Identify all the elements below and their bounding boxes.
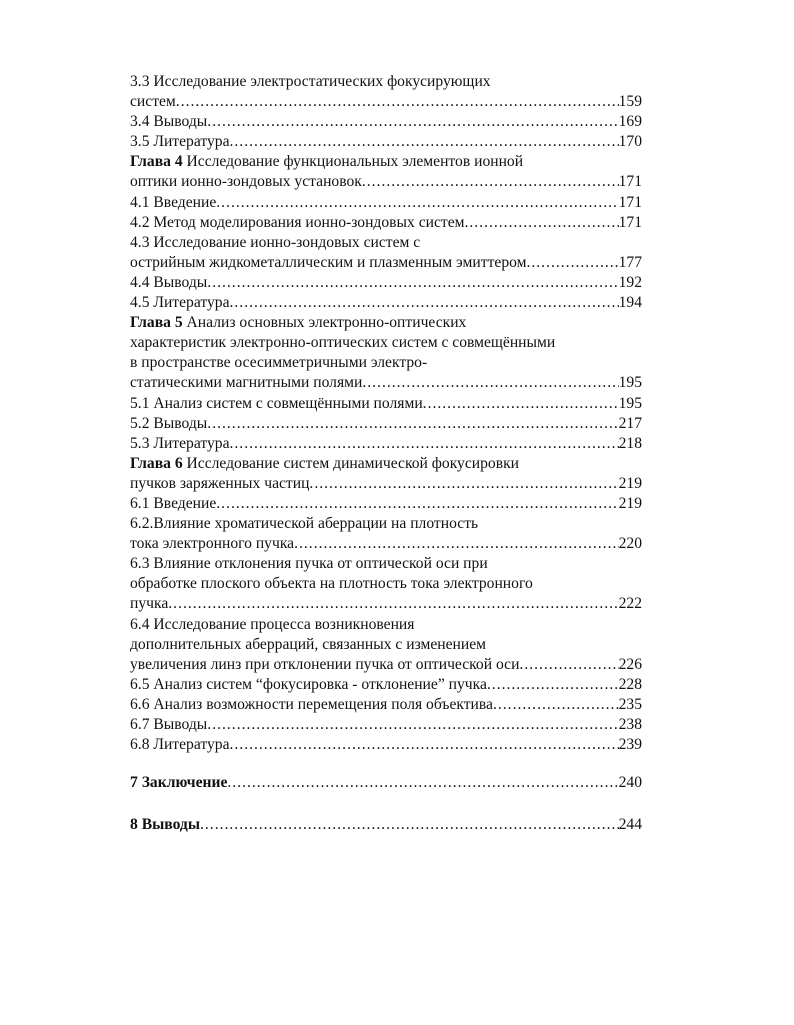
toc-chapter-8 [130,815,642,835]
page-number: 218 [618,434,642,452]
toc-entry-title: систем [130,93,176,111]
page-number: 217 [618,414,642,432]
toc-chapter-4-line1 [130,152,642,172]
toc-entry-title: дополнительных аберраций, связанных с изменением [130,635,487,653]
toc-chapter-6-line1 [130,454,642,474]
toc-entry-4-1 [130,193,642,213]
toc-chapter-6 [130,474,642,494]
toc-entry-title: пучков заряженных частиц [130,474,310,492]
page-number: 192 [618,273,642,291]
toc-entry-6-8 [130,735,642,755]
toc-chapter-5-line2 [130,333,642,353]
dot-leader [423,394,619,414]
page-number: 240 [618,774,642,792]
toc-entry-3-5 [130,132,642,152]
page-number: 194 [618,294,642,312]
toc-entry-6-4 [130,655,642,675]
toc-entry-4-3-line1 [130,233,642,253]
toc-entry-5-2 [130,414,642,434]
toc-entry-title: 6.2.Влияние хроматической аберрации на плотность [130,515,479,533]
dot-leader [362,172,619,192]
dot-leader [216,193,618,213]
toc-entry-title: 5.2 Выводы [130,414,208,432]
page-number: 220 [618,535,642,553]
toc-entry-title: характеристик электронно-оптических систем с совмещёнными [130,334,556,352]
toc-entry-title: 5.3 Литература [130,434,230,452]
toc-entry-3-4 [130,112,642,132]
toc-entry-title: 6.4 Исследование процесса возникновения [130,615,415,633]
toc-entry-6-3 [130,594,642,614]
toc-entry-6-2-line1 [130,514,642,534]
toc-entry-title: 8 Выводы [130,816,200,834]
dot-leader [227,773,618,793]
dot-leader [207,715,618,735]
page-number: 171 [618,173,642,191]
page-number: 228 [618,675,642,693]
toc-entry-title: Исследование систем динамической фокусировки [182,454,519,472]
page-number: 195 [618,394,642,412]
dot-leader [309,474,618,494]
toc-entry-title: 4.1 Введение [130,193,217,211]
dot-leader [207,273,618,293]
toc-entry-title: 6.8 Литература [130,736,230,754]
page-number: 219 [618,474,642,492]
toc-entry-title: 6.6 Анализ возможности перемещения поля объектива [130,695,493,713]
toc-chapter-4 [130,172,642,192]
page-number: 219 [618,494,642,512]
toc-entry-title: 4.2 Метод моделирования ионно-зондовых систем [130,213,465,231]
page-number: 169 [618,113,642,131]
page-number: 171 [618,213,642,231]
toc-chapter-5-line3 [130,353,642,373]
toc-entry-title: 6.3 Влияние отклонения пучка от оптической оси при [130,555,488,573]
toc-entry-5-1 [130,394,642,414]
toc-entry-6-6 [130,695,642,715]
dot-leader [519,655,618,675]
toc-entry-title: 6.5 Анализ систем “фокусировка - отклонение” пучка [130,675,487,693]
page-number: 177 [618,253,642,271]
toc-entry-title: в пространстве осесимметричными электро- [130,354,428,372]
toc-entry-title: 3.5 Литература [130,133,230,151]
toc-entry-6-5 [130,675,642,695]
toc-entry-title: 4.3 Исследование ионно-зондовых систем с [130,233,421,251]
toc-entry-5-3 [130,434,642,454]
page-number: 238 [618,716,642,733]
toc-entry-6-4-line1 [130,615,642,635]
toc-chapter-7 [130,773,642,793]
toc-entry-title: 6.1 Введение [130,494,217,512]
toc-entry-title: 7 Заключение [130,774,228,792]
dot-leader [207,112,618,132]
page-number: 239 [618,736,642,754]
toc-entry-6-3-line1 [130,554,642,574]
dot-leader [487,675,619,695]
toc-entry-6-3-line2 [130,574,642,594]
dot-leader [176,92,619,112]
chapter-label: Глава 6 [130,454,183,472]
toc-entry-title: Исследование функциональных элементов ионной [182,153,524,171]
toc-entry-6-1 [130,494,642,514]
dot-leader [230,735,619,755]
toc-entry-title: 3.4 Выводы [130,113,208,131]
dot-leader [230,132,619,152]
toc-entry-title: оптики ионно-зондовых установок [130,173,362,191]
toc-chapter-5-line1 [130,313,642,333]
toc-page [130,72,642,835]
toc-entry-4-5 [130,293,642,313]
toc-entry-title: острийным жидкометаллическим и плазменным эмиттером [130,253,527,271]
toc-entry-3-3-line1 [130,72,642,92]
chapter-label: Глава 5 [130,314,183,332]
dot-leader [526,253,618,273]
page-number: 222 [618,595,642,613]
toc-entry-title: Анализ основных электронно-оптических [182,314,467,332]
toc-entry-4-3 [130,253,642,273]
dot-leader [216,494,618,514]
page-number: 195 [618,374,642,392]
toc-entry-title: пучка [130,595,169,613]
toc-entry-title: 6.7 Выводы [130,716,208,733]
toc-entry-title: статическими магнитными полями [130,374,363,392]
dot-leader [294,534,619,554]
page-number: 159 [618,93,642,111]
toc-entry-title: обработке плоского объекта на плотность тока электронного [130,575,533,593]
toc-entry-4-4 [130,273,642,293]
toc-entry-title: 3.3 Исследование электростатических фокусирующих [130,73,491,90]
page-number: 235 [618,695,642,713]
page-number: 171 [618,193,642,211]
toc-entry-title: тока электронного пучка [130,535,295,553]
dot-leader [230,293,619,313]
dot-leader [168,594,618,614]
page-number: 170 [618,133,642,151]
toc-entry-6-4-line2 [130,635,642,655]
dot-leader [493,695,619,715]
toc-entry-title: 5.1 Анализ систем с совмещёнными полями [130,394,423,412]
toc-entry-6-2 [130,534,642,554]
dot-leader [362,373,618,393]
toc-entry-title: 4.4 Выводы [130,273,208,291]
dot-leader [230,434,619,454]
chapter-label: Глава 4 [130,153,183,171]
toc-entry-3-3 [130,92,642,112]
page-number: 226 [618,655,642,673]
toc-entry-title: 4.5 Литература [130,294,230,312]
toc-entry-6-7 [130,715,642,735]
dot-leader [207,414,618,434]
toc-entry-title: увеличения линз при отклонении пучка от оптической оси [130,655,520,673]
dot-leader [200,815,619,835]
page-number: 244 [618,816,642,834]
toc-entry-4-2 [130,213,642,233]
dot-leader [464,213,618,233]
toc-chapter-5 [130,373,642,393]
